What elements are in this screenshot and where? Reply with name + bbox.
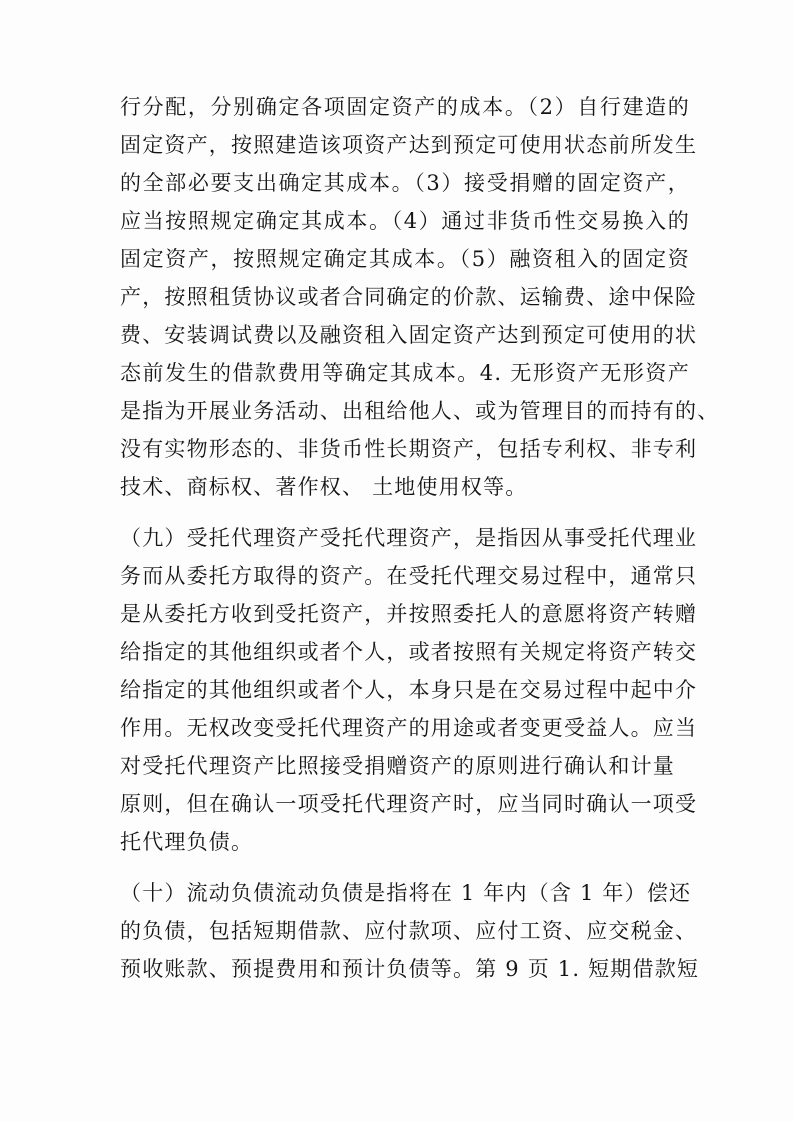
text-line: 原则，但在确认一项受托代理资产时，应当同时确认一项受 — [120, 792, 698, 816]
paragraph-fixed-and-intangible-assets — [120, 88, 720, 506]
text-line: 费、安装调试费以及融资租入固定资产达到预定可使用的状 — [120, 323, 698, 347]
text-line: 是指为开展业务活动、出租给他人、或为管理目的而持有的、 — [120, 399, 720, 423]
text-line: 给指定的其他组织或者个人，或者按照有关规定将资产转交 — [120, 640, 698, 664]
text-line: （十）流动负债流动负债是指将在 1 年内（含 1 年）偿还 — [120, 881, 692, 905]
paragraph-current-liabilities — [120, 874, 700, 988]
text-line: 给指定的其他组织或者个人，本身只是在交易过程中起中介 — [120, 678, 698, 702]
text-line: 没有实物形态的、非货币性长期资产，包括专利权、非专利 — [120, 437, 698, 461]
text-line: 务而从委托方取得的资产。在受托代理交易过程中，通常只 — [120, 564, 698, 588]
text-line: 产，按照租赁协议或者合同确定的价款、运输费、途中保险 — [120, 285, 698, 309]
text-line: 是从委托方收到受托资产，并按照委托人的意愿将资产转赠 — [120, 602, 698, 626]
text-line: 的负债，包括短期借款、应付款项、应付工资、应交税金、 — [120, 919, 698, 943]
text-line: 托代理负债。 — [120, 830, 254, 854]
text-line: 的全部必要支出确定其成本。（3）接受捐赠的固定资产， — [120, 171, 690, 195]
text-line: 态前发生的借款费用等确定其成本。4. 无形资产无形资产 — [120, 361, 690, 385]
text-line: 作用。无权改变受托代理资产的用途或者变更受益人。应当 — [120, 716, 698, 740]
text-line: 技术、商标权、著作权、 土地使用权等。 — [120, 475, 528, 499]
paragraph-entrusted-agency-assets — [120, 519, 698, 861]
text-line: 固定资产，按照建造该项资产达到预定可使用状态前所发生 — [120, 133, 698, 157]
text-line: 应当按照规定确定其成本。（4）通过非货币性交易换入的 — [120, 209, 690, 233]
text-line: （九）受托代理资产受托代理资产，是指因从事受托代理业 — [120, 526, 698, 550]
text-line: 预收账款、预提费用和预计负债等。第 9 页 1. 短期借款短 — [120, 957, 700, 981]
text-line: 固定资产，按照规定确定其成本。（5）融资租入的固定资 — [120, 247, 690, 271]
text-line: 行分配，分别确定各项固定资产的成本。（2）自行建造的 — [120, 95, 690, 119]
text-line: 对受托代理资产比照接受捐赠资产的原则进行确认和计量 — [120, 754, 675, 778]
